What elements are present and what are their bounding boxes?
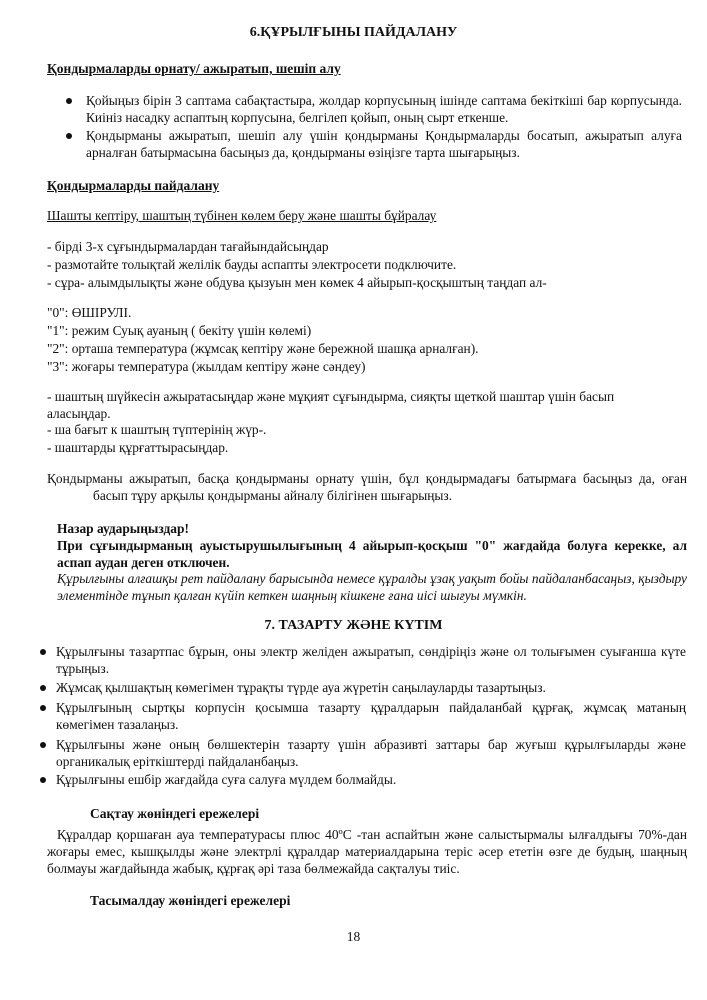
use-subheading: Шашты кептіру, шаштың түбінен көлем беру және шашты бұйралау bbox=[47, 208, 437, 223]
step-line: - сұра- алымдылықты және обдува қызуын мен көмек 4 айырып-қосқыштың таңдап ал- bbox=[47, 275, 547, 290]
mode-line: "0": ӨШІРУЛІ. bbox=[47, 305, 132, 320]
bullet-dot-icon bbox=[66, 133, 72, 139]
bullet-dot-icon bbox=[40, 777, 46, 783]
cleaning-bullet-text: Құрылғыны тазартпас бұрын, оны электр желіден ажыратып, сөндіріңіз және ол толығымен суығанша күте тұрыңыз. bbox=[56, 644, 686, 676]
section-6-title: 6.ҚҰРЫЛҒЫНЫ ПАЙДАЛАНУ bbox=[249, 25, 458, 40]
bullet-dot-icon bbox=[40, 742, 46, 748]
attach-bullet-1 bbox=[66, 92, 686, 126]
cleaning-bullet-4 bbox=[40, 736, 686, 770]
cleaning-bullet-1 bbox=[40, 643, 686, 677]
attach-heading: Қондырмаларды орнату/ ажыратып, шешіп алу bbox=[47, 61, 341, 76]
warning-bold-text: При сұғындырманың ауыстырушылығының 4 айырып-қосқыш "0" жағдайда болуға керекке, ал аспап аудан деген отключен. bbox=[57, 538, 687, 570]
bullet-dot-icon bbox=[40, 649, 46, 655]
cleaning-bullet-5 bbox=[40, 771, 686, 788]
after-step-line: - ша бағыт к шаштың түптерінің жүр-. bbox=[47, 422, 267, 437]
page-number: 18 bbox=[346, 929, 361, 944]
cleaning-bullet-2 bbox=[40, 679, 686, 696]
bullet-dot-icon bbox=[40, 705, 46, 711]
use-heading: Қондырмаларды пайдалану bbox=[47, 178, 220, 193]
step-line: - бірді 3-х сұғындырмалардан тағайындайсыңдар bbox=[47, 239, 329, 254]
attach-bullet-text: Қондырманы ажыратып, шешіп алу үшін қондырманы Қондырмаларды босатып, ажыратып алуға арналған батырмасына басыңыз да, қондырманы өзіңізге тарта шығарыңыз. bbox=[86, 128, 682, 160]
step-line: - размотайте толықтай желілік бауды аспапты электросети подключите. bbox=[47, 257, 457, 272]
bullet-dot-icon bbox=[40, 685, 46, 691]
attach-bullet-2 bbox=[66, 127, 686, 161]
cleaning-bullet-text: Жұмсақ қылшақтың көмегімен тұрақты түрде ауа жүретін саңылауларды тазартыңыз. bbox=[56, 680, 546, 695]
attach-bullet-text: Қойыңыз бірін 3 саптама сабақтастыра, жолдар корпусының ішінде саптама бекіткіші бар корпусында. Киініз насадку аспаптың корпусына, белгілеп қойып, оның сырт еткенше. bbox=[86, 93, 682, 125]
mode-line: "2": орташа температура (жұмсақ кептіру және бережной шашқа арналған). bbox=[47, 341, 479, 356]
after-step-line: - шаштарды құрғаттырасыңдар. bbox=[47, 440, 229, 455]
storage-paragraph: Құралдар қоршаған ауа температурасы плюс 40ºС -тан аспайтын және салыстырмалы ылғалдығы 70%-дан жоғары емес, кышқылды және электрлі құралдар материалдарына теріс әсер ететін өзге де будың, шаңның болмауы жағдайында жабық, құрғақ әрі таза бөлмежайда сақталуы тиіс. bbox=[47, 827, 687, 876]
cleaning-bullet-3 bbox=[40, 699, 686, 733]
transport-heading: Тасымалдау жөніндегі ережелері bbox=[90, 893, 291, 908]
swap-paragraph: Қондырманы ажыратып, басқа қондырманы орнату үшін, бұл қондырмадағы батырмаға басыңыз да, оған басып тұру арқылы қондырманы айналу білігінен шығарыңыз. bbox=[47, 471, 687, 503]
after-step-line: - шаштың шүйкесін ажыратасыңдар және мұқият сұғындырма, сияқты щеткой шаштар үшін басып аласыңдар. bbox=[47, 389, 615, 421]
warning-title: Назар аударыңыздар! bbox=[57, 521, 189, 536]
cleaning-bullet-text: Құрылғыны ешбір жағдайда суға салуға мүлдем болмайды. bbox=[56, 772, 397, 787]
cleaning-bullet-text: Құрылғының сыртқы корпусін қосымша тазарту құралдарын пайдаланбай құрғақ, жұмсақ матаның көмегімен тазалаңыз. bbox=[56, 700, 686, 732]
bullet-dot-icon bbox=[66, 98, 72, 104]
storage-heading: Сақтау жөніндегі ережелері bbox=[90, 806, 260, 821]
mode-line: "3": жоғары температура (жылдам кептіру және сәндеу) bbox=[47, 359, 366, 374]
cleaning-bullet-text: Құрылғыны және оның бөлшектерін тазарту үшін абразивті заттары бар жуғыш құрылғыларды және органикалық еріткіштерді пайдаланбаңыз. bbox=[56, 737, 686, 769]
warning-italic-text: Құрылғыны алғашқы рет пайдалану барысында немесе құралды ұзақ уақыт бойы пайдаланбасаңыз, қыздыру элементінде тұнып қалған күйіп кеткен шаңның кішкене ғана иісі шығуы мүмкін. bbox=[57, 571, 687, 603]
section-7-title: 7. ТАЗАРТУ ЖӘНЕ КҮТІМ bbox=[264, 618, 443, 633]
mode-line: "1": режим Суық ауаның ( бекіту үшін көлемі) bbox=[47, 323, 312, 338]
